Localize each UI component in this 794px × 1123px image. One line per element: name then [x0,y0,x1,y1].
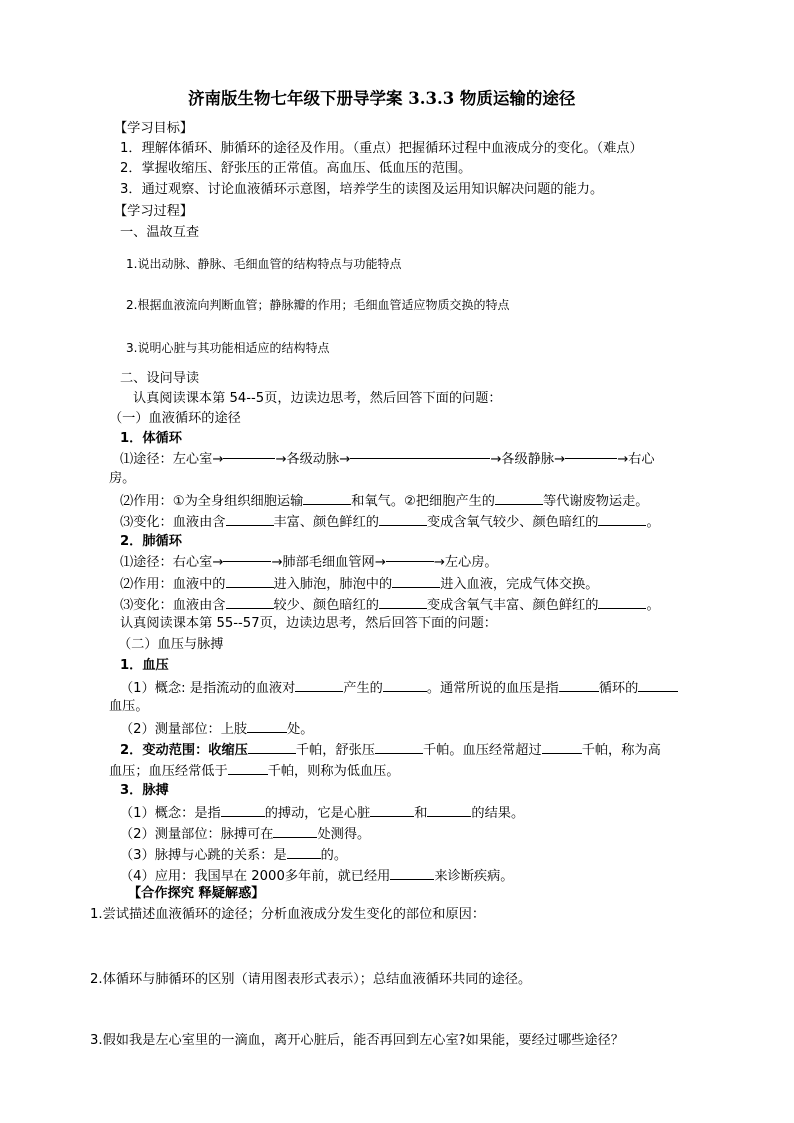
text: 较少、颜色暗红的 [273,598,379,613]
systemic-heading: 1．体循环 [120,431,182,446]
text: 的结果。 [471,806,525,821]
text: 变成含氧气丰富、颜色鲜红的 [427,598,599,613]
bp-concept-cont: 血压。 [109,699,149,714]
fill-blank[interactable] [303,491,351,505]
text: （1）概念：是指 [120,806,221,821]
reading-instruction-2: 认真阅读课本第 55--57页，边读边思考，然后回答下面的问题： [120,616,497,631]
fill-blank[interactable] [427,803,471,817]
fill-blank[interactable] [226,595,274,609]
review-q1: 1.说出动脉、静脉、毛细血管的结构特点与功能特点 [126,257,402,271]
fill-blank[interactable] [638,678,678,692]
fill-blank[interactable] [248,740,296,754]
text: →肺部毛细血管网→ [271,555,386,570]
bp-range [120,740,661,760]
reading-instruction-1: 认真阅读课本第 54--5页，边读边思考，然后回答下面的问题： [133,391,502,406]
review-q2: 2.根据血液流向判断血管；静脉瓣的作用；毛细血管适应物质交换的特点 [126,298,510,312]
section-bp-pulse: （二）血压与脉搏 [118,637,224,652]
pulmonary-heading: 2．肺循环 [120,534,182,549]
text: 的。 [320,848,348,863]
text: 循环的 [598,681,639,696]
fill-blank[interactable] [392,574,440,588]
text: 处。 [287,722,314,737]
text: （2）测量部位：上肢 [120,722,248,737]
coop-q2: 2.体循环与肺循环的区别（请用图表形式表示）；总结血液循环共同的途径。 [90,972,532,987]
fill-blank[interactable] [495,491,543,505]
systemic-path-cont: 房。 [109,471,136,486]
text: →左心房。 [433,555,498,570]
fill-blank[interactable] [379,512,427,526]
text: （3）脉搏与心跳的关系：是 [120,848,287,863]
pulmonary-function [120,574,598,594]
fill-blank[interactable] [273,824,317,838]
fill-blank[interactable] [221,803,265,817]
text: 。 [646,598,660,613]
text: →各级静脉→ [490,452,566,467]
fill-blank[interactable] [565,450,617,459]
fill-blank[interactable] [370,803,414,817]
text: 和 [414,806,428,821]
text: 千帕，则称为低血压。 [267,764,400,779]
review-header: 一、温故互查 [120,225,200,240]
guide-header: 二、设问导读 [120,371,200,386]
text: 处测得。 [317,827,371,842]
fill-blank[interactable] [383,678,427,692]
process-header: 【学习过程】 [114,204,194,219]
fill-blank[interactable] [295,678,343,692]
text: （4）应用：我国早在 2000多年前，就已经用 [120,869,391,884]
text: ⑶变化：血液由含 [120,515,226,530]
fill-blank[interactable] [226,512,274,526]
text: 千帕。血压经常超过 [423,743,542,758]
goal-2: 2．掌握收缩压、舒张压的正常值。高血压、低血压的范围。 [120,161,472,176]
fill-blank[interactable] [226,574,274,588]
pulse-application [120,866,513,886]
bp-concept [120,678,678,698]
fill-blank[interactable] [379,595,427,609]
text: ⑵作用：血液中的 [120,577,226,592]
text: （2）测量部位：脉搏可在 [120,827,274,842]
pulmonary-path [120,553,498,572]
bp-range-cont [109,761,400,781]
fill-blank[interactable] [559,678,599,692]
text: 变成含氧气较少、颜色暗红的 [427,515,599,530]
coop-header: 【合作探究 释疑解惑】 [128,886,265,901]
fill-blank[interactable] [598,595,646,609]
text: 。 [646,515,660,530]
text: ⑴途径：左心室→ [120,452,224,467]
text: 和氧气。②把细胞产生的 [351,494,495,509]
fill-blank[interactable] [390,866,434,880]
bp-measure [120,719,313,739]
pulmonary-change [120,595,660,615]
text: →右心 [617,452,655,467]
pulse-concept [120,803,524,823]
review-q3: 3.说明心脏与其功能相适应的结构特点 [126,341,330,355]
fill-blank[interactable] [375,740,423,754]
text: ⑴途径：右心室→ [120,555,224,570]
coop-q1: 1.尝试描述血液循环的途径；分析血液成分发生变化的部位和原因： [90,907,486,922]
fill-blank[interactable] [350,450,490,459]
page-title: 济南版生物七年级下册导学案 3.3.3 物质运输的途径 [188,89,576,108]
text: 千帕，舒张压 [295,743,375,758]
fill-blank[interactable] [287,845,321,859]
text: 千帕，称为高 [581,743,661,758]
text: 进入肺泡，肺泡中的 [273,577,393,592]
text: （1）概念: 是指流动的血液对 [120,681,296,696]
fill-blank[interactable] [228,761,268,775]
goals-header: 【学习目标】 [114,121,194,136]
pulse-heading: 3．脉搏 [120,783,169,798]
pulse-measure [120,824,370,844]
text: ⑵作用：①为全身组织细胞运输 [120,494,304,509]
section-circulation: （一）血液循环的途径 [109,411,241,426]
goal-1: 1．理解体循环、肺循环的途径及作用。（重点）把握循环过程中血液成分的变化。（难点） [120,141,643,156]
fill-blank[interactable] [223,553,271,562]
text: 进入血液，完成气体交换。 [440,577,599,592]
text: 血压；血压经常低于 [109,764,228,779]
systemic-path [120,450,655,469]
text: 丰富、颜色鲜红的 [273,515,379,530]
pulse-heartbeat [120,845,347,865]
coop-q3: 3.假如我是左心室里的一滴血，离开心脏后，能否再回到左心室?如果能，要经过哪些途径？ [90,1033,624,1048]
fill-blank[interactable] [598,512,646,526]
text: 产生的 [343,681,383,696]
text: 2．变动范围：收缩压 [120,743,248,758]
bp-heading: 1．血压 [120,658,169,673]
systemic-change [120,512,660,532]
text: 。通常所说的血压是指 [426,681,559,696]
text: →各级动脉→ [275,452,351,467]
text: 的搏动，它是心脏 [264,806,371,821]
text: 等代谢废物运走。 [542,494,649,509]
text: ⑶变化：血液由含 [120,598,226,613]
fill-blank[interactable] [542,740,582,754]
text: 来诊断疾病。 [434,869,514,884]
fill-blank[interactable] [223,450,275,459]
fill-blank[interactable] [386,553,434,562]
systemic-function [120,491,648,511]
goal-3: 3．通过观察、讨论血液循环示意图，培养学生的读图及运用知识解决问题的能力。 [120,182,604,197]
fill-blank[interactable] [247,719,287,733]
